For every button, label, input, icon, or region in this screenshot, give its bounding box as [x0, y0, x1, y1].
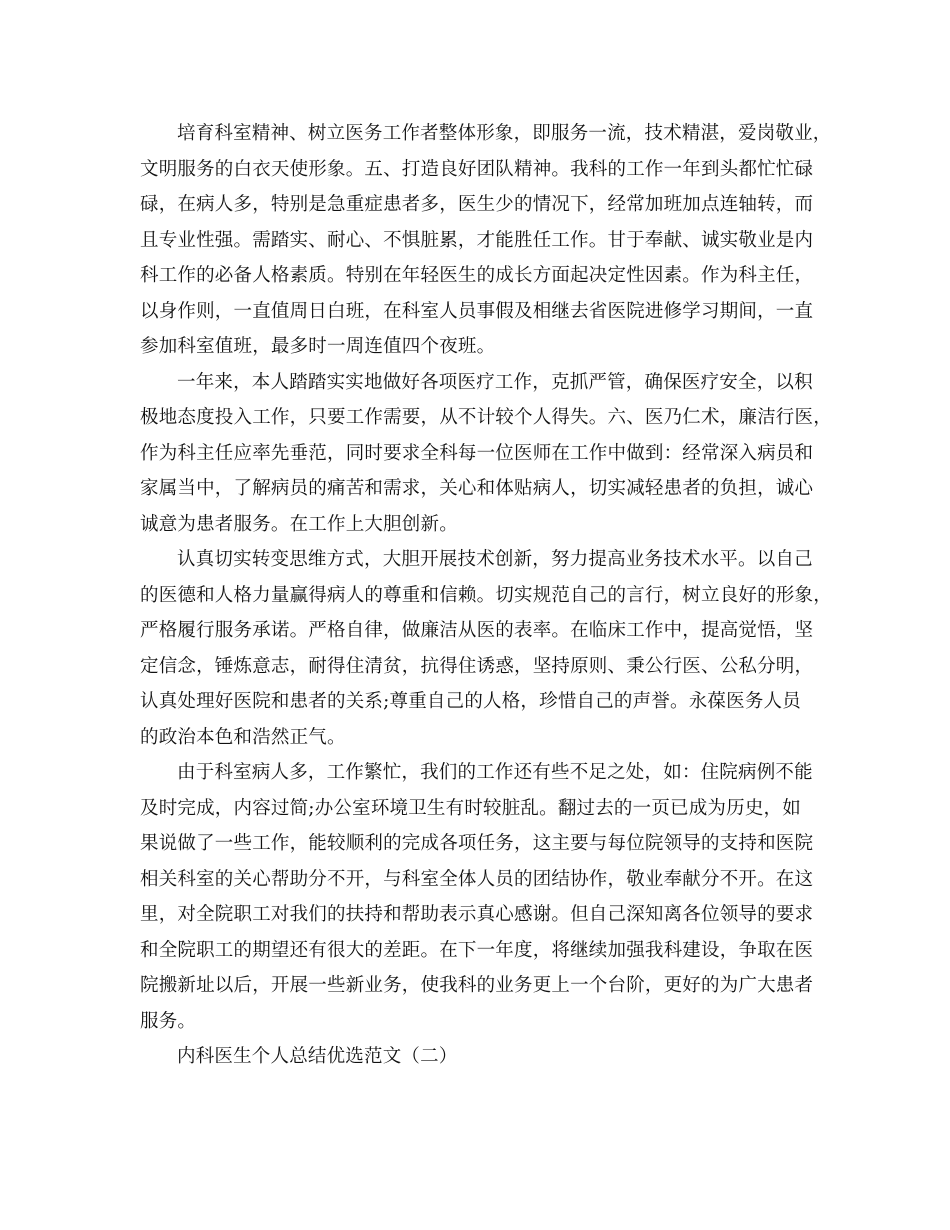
paragraph-3 — [140, 542, 832, 755]
text-line: 严格履行服务承诺。严格自律，做廉洁从医的表率。在临床工作中，提高觉悟，坚 — [140, 620, 814, 641]
text-line: 定信念，锤炼意志，耐得住清贫，抗得住诱惑，坚持原则、秉公行医、公私分明， — [140, 655, 814, 677]
text-line: 极地态度投入工作，只要工作需要，从不计较个人得失。六、医乃仁术，廉洁行医， — [140, 407, 832, 428]
paragraph-2 — [140, 365, 832, 543]
text-line: 参加科室值班，最多时一周连值四个夜班。 — [140, 336, 496, 357]
document-body — [140, 116, 832, 1075]
section-heading — [140, 1039, 820, 1075]
text-line: 的政治本色和浩然正气。 — [140, 726, 346, 748]
text-line: 以身作则，一直值周日白班，在科室人员事假及相继去省医院进修学习期间，一直 — [140, 300, 814, 322]
text-line: 和全院职工的期望还有很大的差距。在下一年度，将继续加强我科建设，争取在医 — [140, 939, 814, 961]
paragraph-4 — [140, 755, 820, 1039]
text-line: 诚意为患者服务。在工作上大胆创新。 — [140, 513, 458, 535]
text-line: 果说做了一些工作，能较顺利的完成各项任务，这主要与每位院领导的支持和医院 — [140, 833, 814, 854]
text-line: 培育科室精神、树立医务工作者整体形象，即服务一流，技术精湛，爱岗敬业， — [177, 123, 832, 144]
text-line: 认真切实转变思维方式，大胆开展技术创新，努力提高业务技术水平。以自己 — [177, 549, 813, 570]
text-line: 的医德和人格力量赢得病人的尊重和信赖。切实规范自己的言行，树立良好的形象， — [140, 584, 832, 606]
text-line: 里，对全院职工对我们的扶持和帮助表示真心感谢。但自己深知离各位领导的要求 — [140, 904, 814, 925]
text-line: 一年来，本人踏踏实实地做好各项医疗工作，克抓严管，确保医疗安全，以积 — [177, 371, 813, 393]
paragraph-1 — [140, 116, 832, 365]
text-line: 文明服务的白衣天使形象。五、打造良好团队精神。我科的工作一年到头都忙忙碌 — [140, 158, 814, 180]
text-line: 及时完成，内容过简;办公室环境卫生有时较脏乱。翻过去的一页已成为历史，如 — [140, 797, 801, 819]
text-line: 家属当中，了解病员的痛苦和需求，关心和体贴病人，切实减轻患者的负担，诚心 — [140, 478, 814, 499]
text-line: 作为科主任应率先垂范，同时要求全科每一位医师在工作中做到：经常深入病员和 — [140, 442, 814, 464]
text-line: 由于科室病人多，工作繁忙，我们的工作还有些不足之处，如：住院病例不能 — [177, 762, 813, 783]
heading-line: 内科医生个人总结优选范文（二） — [177, 1046, 458, 1067]
text-line: 认真处理好医院和患者的关系;尊重自己的人格，珍惜自己的声誉。永葆医务人员 — [140, 691, 801, 712]
text-line: 科工作的必备人格素质。特别在年轻医生的成长方面起决定性因素。作为科主任， — [140, 265, 814, 286]
text-line: 相关科室的关心帮助分不开，与科室全体人员的团结协作，敬业奉献分不开。在这 — [140, 868, 814, 890]
text-line: 院搬新址以后，开展一些新业务，使我科的业务更上一个台阶，更好的为广大患者 — [140, 975, 814, 996]
text-line: 碌，在病人多，特别是急重症患者多，医生少的情况下，经常加班加点连轴转，而 — [140, 194, 814, 215]
text-line: 且专业性强。需踏实、耐心、不惧脏累，才能胜任工作。甘于奉献、诚实敬业是内 — [140, 229, 814, 251]
text-line: 服务。 — [140, 1010, 197, 1032]
